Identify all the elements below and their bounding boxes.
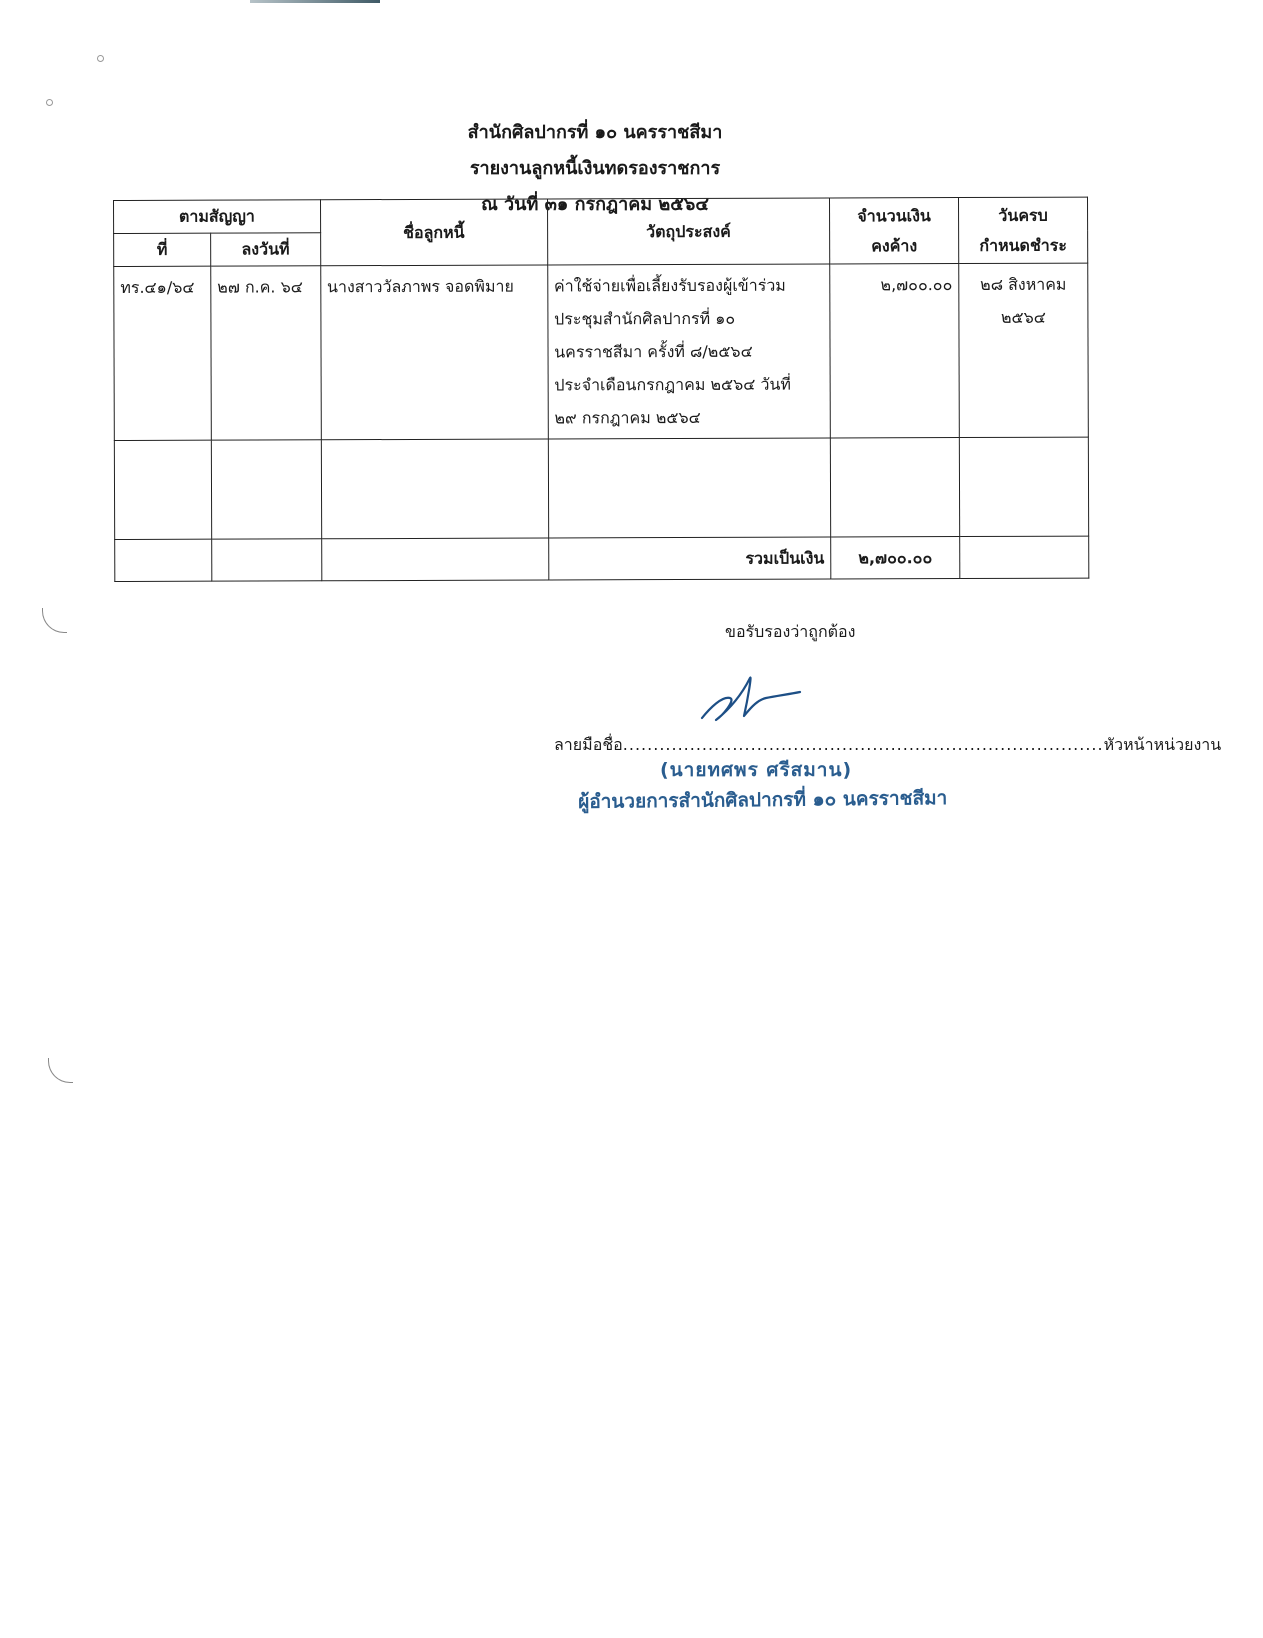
cell-number: ทร.๔๑/๖๔: [114, 266, 212, 440]
header-date: ลงวันที่: [211, 233, 321, 266]
certify-text: ขอรับรองว่าถูกต้อง: [725, 622, 856, 641]
header-due: [959, 197, 1088, 263]
signature-line: [554, 733, 1221, 758]
table-row-empty: [114, 437, 1088, 539]
header-due-line1: วันครบ: [998, 205, 1048, 225]
scan-speck: [97, 55, 104, 62]
header-debtor: ชื่อลูกหนี้: [320, 199, 547, 266]
header-amount-line2: คงค้าง: [871, 235, 918, 255]
empty-cell: [115, 539, 212, 581]
debtor-report-table: [113, 197, 1089, 582]
header-office: สำนักศิลปากรที่ ๑๐ นครราชสีมา: [467, 122, 723, 143]
cell-date: ๒๗ ก.ค. ๖๔: [211, 266, 321, 440]
signature-dots: ...............................................................................: [622, 735, 1104, 754]
empty-cell: [321, 439, 548, 539]
stamp-title: ผู้อำนวยการสำนักศิลปากรที่ ๑๐ นครราชสีมา: [578, 787, 948, 813]
empty-cell: [211, 440, 321, 539]
purpose-line: ประชุมสำนักศิลปากรที่ ๑๐: [554, 308, 736, 329]
header-purpose: วัตถุประสงค์: [547, 198, 830, 265]
stamp-name: (นายทศพร ศรีสมาน): [660, 759, 853, 781]
header-amount-line1: จำนวนเงิน: [857, 205, 931, 225]
scan-speck: [46, 99, 53, 106]
cell-amount: ๒,๗๐๐.๐๐: [830, 264, 960, 438]
table-header-row: [114, 197, 1088, 233]
table-row: [114, 263, 1089, 440]
table-total-row: [115, 536, 1089, 581]
header-report-date: ณ วันที่ ๓๑ กรกฎาคม ๒๕๖๔: [481, 194, 709, 215]
signature-mark: [700, 668, 810, 728]
purpose-line: ค่าใช้จ่ายเพื่อเลี้ยงรับรองผู้เข้าร่วม: [553, 275, 786, 296]
empty-cell: [212, 539, 322, 581]
total-amount: ๒,๗๐๐.๐๐: [831, 537, 960, 579]
punch-hole-mark: [48, 1058, 73, 1083]
header-amount: [830, 198, 959, 264]
cell-due: [959, 263, 1089, 437]
header-number: ที่: [114, 233, 211, 266]
signature-prefix: ลายมือชื่อ: [554, 735, 623, 754]
total-label: รวมเป็นเงิน: [548, 537, 831, 580]
purpose-line: ๒๙ กรกฎาคม ๒๕๖๔: [554, 407, 701, 428]
signature-suffix: หัวหน้าหน่วยงาน: [1103, 735, 1222, 754]
header-due-line2: กำหนดชำระ: [979, 235, 1067, 255]
scan-edge-mark: [250, 0, 380, 3]
empty-cell: [114, 440, 211, 539]
purpose-line: นครราชสีมา ครั้งที่ ๘/๒๕๖๔: [554, 341, 753, 362]
empty-cell: [960, 536, 1089, 578]
due-line1: ๒๘ สิงหาคม: [980, 274, 1067, 294]
punch-hole-mark: [42, 608, 67, 633]
cell-purpose: [547, 264, 830, 439]
empty-cell: [830, 438, 959, 537]
purpose-line: ประจำเดือนกรกฎาคม ๒๕๖๔ วันที่: [554, 374, 791, 395]
empty-cell: [321, 538, 548, 581]
due-line2: ๒๕๖๔: [1000, 307, 1046, 327]
empty-cell: [959, 437, 1088, 536]
cell-debtor: นางสาววัลภาพร จอดพิมาย: [320, 265, 548, 440]
empty-cell: [548, 438, 831, 538]
header-report-title: รายงานลูกหนี้เงินทดรองราชการ: [469, 158, 721, 179]
header-contract: ตามสัญญา: [114, 200, 321, 234]
